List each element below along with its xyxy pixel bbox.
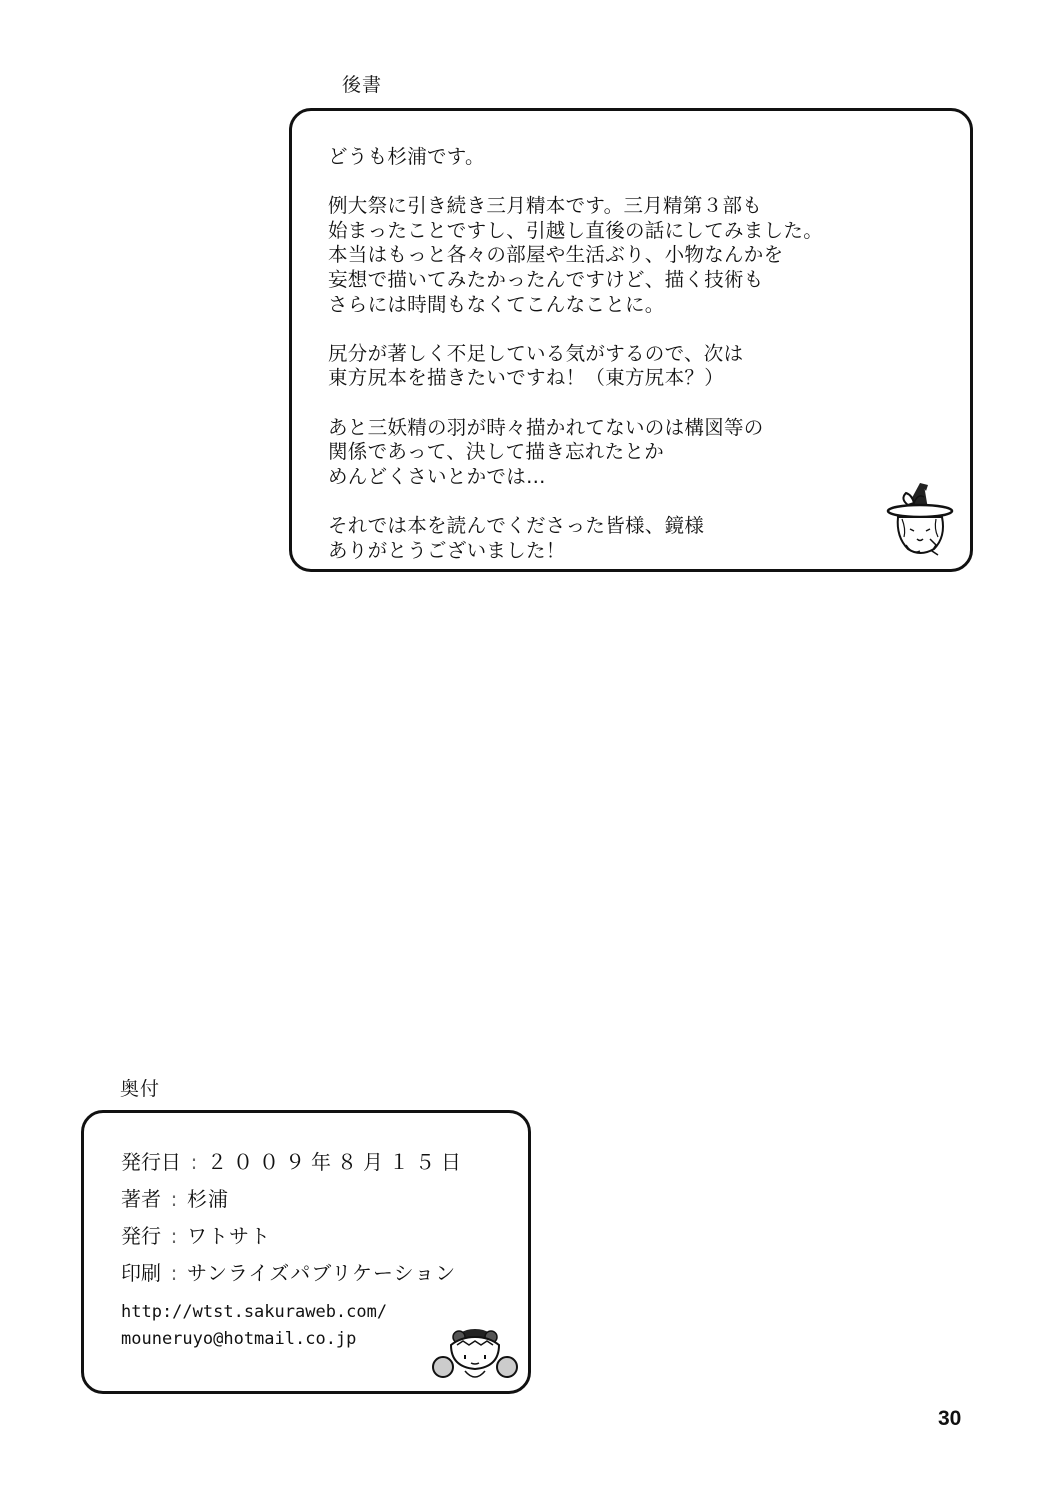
colophon-separator: : — [170, 1261, 178, 1285]
colophon-title: 奥付 — [120, 1078, 161, 1100]
afterword-box — [289, 108, 973, 572]
afterword-paragraph — [328, 342, 823, 391]
afterword-line: さらには時間もなくてこんなことに。 — [328, 292, 665, 316]
afterword-line: めんどくさいとかでは… — [328, 464, 546, 488]
afterword-line: 例大祭に引き続き三月精本です。三月精第３部も — [328, 194, 763, 218]
afterword-line: 本当はもっと各々の部屋や生活ぶり、小物なんかを — [328, 243, 784, 267]
afterword-line: 東方尻本を描きたいですね！（東方尻本？） — [328, 366, 725, 390]
afterword-line: 尻分が著しく不足している気がするので、次は — [328, 341, 744, 365]
afterword-text — [328, 145, 823, 563]
colophon-separator: : — [170, 1224, 178, 1248]
afterword-paragraph — [328, 416, 823, 490]
afterword-title: 後書 — [342, 74, 383, 96]
afterword-paragraph — [328, 145, 823, 170]
colophon-row — [121, 1183, 467, 1220]
colophon-label: 発行 — [121, 1224, 161, 1248]
witch-chibi-icon — [884, 479, 956, 559]
afterword-paragraph — [328, 514, 823, 563]
afterword-line: それでは本を読んでくださった皆様、鏡様 — [328, 513, 705, 537]
website-url[interactable]: http://wtst.sakuraweb.com/ — [121, 1302, 388, 1322]
afterword-line: 始まったことですし、引越し直後の話にしてみました。 — [328, 218, 824, 242]
colophon-label: 印刷 — [121, 1261, 161, 1285]
afterword-paragraph — [328, 194, 823, 317]
colophon-row — [121, 1257, 467, 1294]
colophon-value: ワトサト — [187, 1224, 271, 1248]
colophon-value: 杉浦 — [187, 1187, 229, 1211]
colophon-rows — [121, 1146, 467, 1294]
colophon-box — [81, 1110, 531, 1394]
colophon-label: 著者 — [121, 1187, 161, 1211]
colophon-row — [121, 1146, 467, 1183]
afterword-line: ありがとうございました！ — [328, 538, 566, 562]
contacts — [121, 1299, 387, 1353]
fairy-chibi-icon — [431, 1323, 519, 1387]
afterword-line: 関係であって、決して描き忘れたとか — [328, 440, 665, 464]
colophon-value: ２００９年８月１５日 — [207, 1150, 467, 1174]
colophon-row — [121, 1220, 467, 1257]
colophon-value: サンライズパブリケーション — [187, 1261, 457, 1285]
colophon-label: 発行日 — [121, 1150, 181, 1174]
email-address[interactable]: mouneruyo@hotmail.co.jp — [121, 1329, 357, 1349]
page-number: 30 — [938, 1407, 962, 1430]
colophon-separator: : — [190, 1150, 198, 1174]
afterword-line: どうも杉浦です。 — [328, 145, 485, 168]
colophon-separator: : — [170, 1187, 178, 1211]
afterword-line: あと三妖精の羽が時々描かれてないのは構図等の — [328, 415, 764, 439]
afterword-line: 妄想で描いてみたかったんですけど、描く技術も — [328, 267, 764, 291]
